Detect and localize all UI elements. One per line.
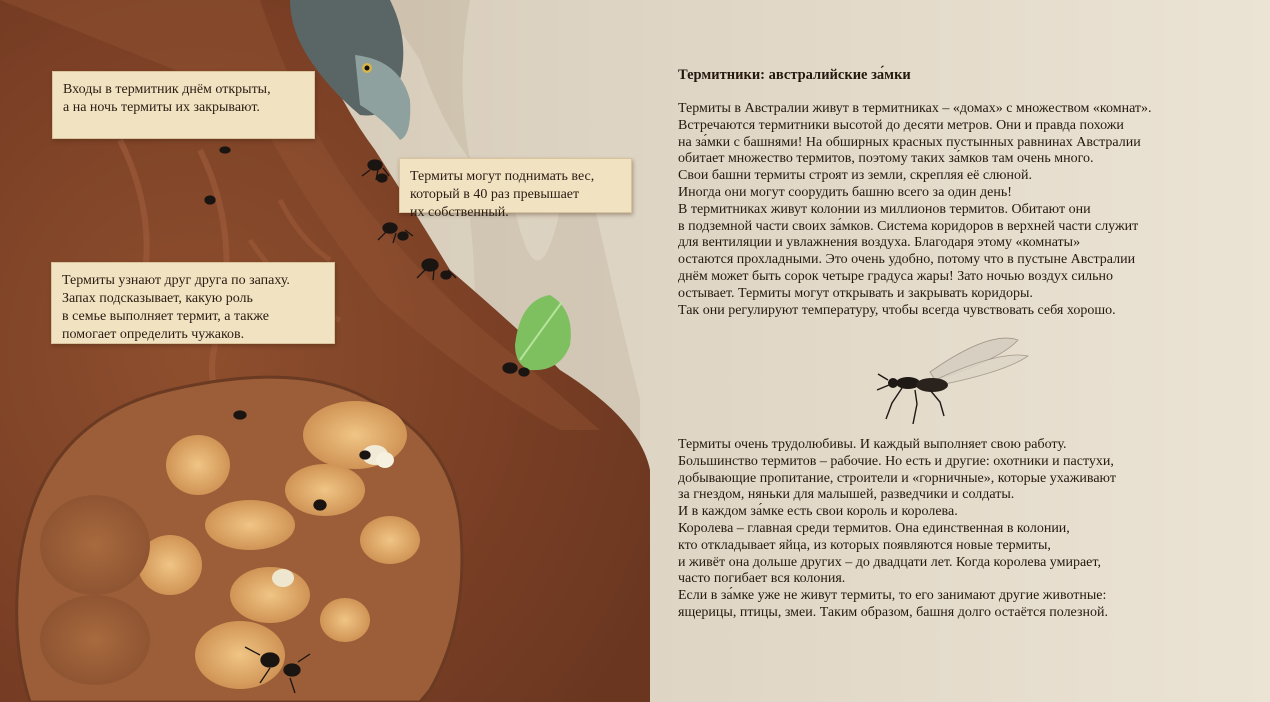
fact-card-strength: Термиты могут поднимать вес, который в 40 раз превышает их собственный. <box>399 158 632 213</box>
article-paragraph-2: Термиты очень трудолюбивы. И каждый выполняет свою работу. Большинство термитов – рабочие. Но есть и другие: охотники и пастухи, добывающие пропитание, строители и «горничные», которые ухаживают за гнездом, няньки для малышей, разведчики и солдаты. И в каждом за́мке есть свои король и королева. Королева – главная среди термитов. Она единственная в колонии, кто откладывает яйца, из которых появляются новые термиты, и живёт она дольше других – до двадцати лет. Когда королева умирает, часто погибает вся колония. Если в за́мке уже не живут термиты, то его занимают другие животные: ящерицы, птицы, змеи. Таким образом, башня долго остаётся полезной. <box>678 437 1116 620</box>
article-paragraph-1: Термиты в Австралии живут в термитниках – «домах» с множеством «комнат». Встречаются термитники высотой до десяти метров. Они и правда похожи на за́мки с башнями! На обширных красных пустынных равнинах Австралии обитает множество термитов, поэтому таких за́мков там очень много. Свои башни термиты строят из земли, скрепляя её слюной. Иногда они могут соорудить башню всего за один день! В термитниках живут колонии из миллионов термитов. Обитают они в подземной части своих за́мков. Система коридоров в верхней части служит для вентиляции и увлажнения воздуха. Благодаря этому «комнаты» остаются прохладными. Это очень удобно, потому что в пустыне Австралии днём может быть сорок четыре градуса жары! Зато ночью воздух сильно остывает. Термиты могут открывать и закрывать коридоры. Так они регулируют температуру, чтобы всегда чувствовать себя хорошо. <box>678 101 1152 318</box>
article-heading: Термитники: австралийские за́мки <box>678 67 911 83</box>
fact-card-smell: Термиты узнают друг друга по запаху. Запах подсказывает, какую роль в семье выполняет термит, а также помогает определить чужаков. <box>51 262 335 344</box>
fact-card-entrances: Входы в термитник днём открыты, а на ночь термиты их закрывают. <box>52 71 315 139</box>
